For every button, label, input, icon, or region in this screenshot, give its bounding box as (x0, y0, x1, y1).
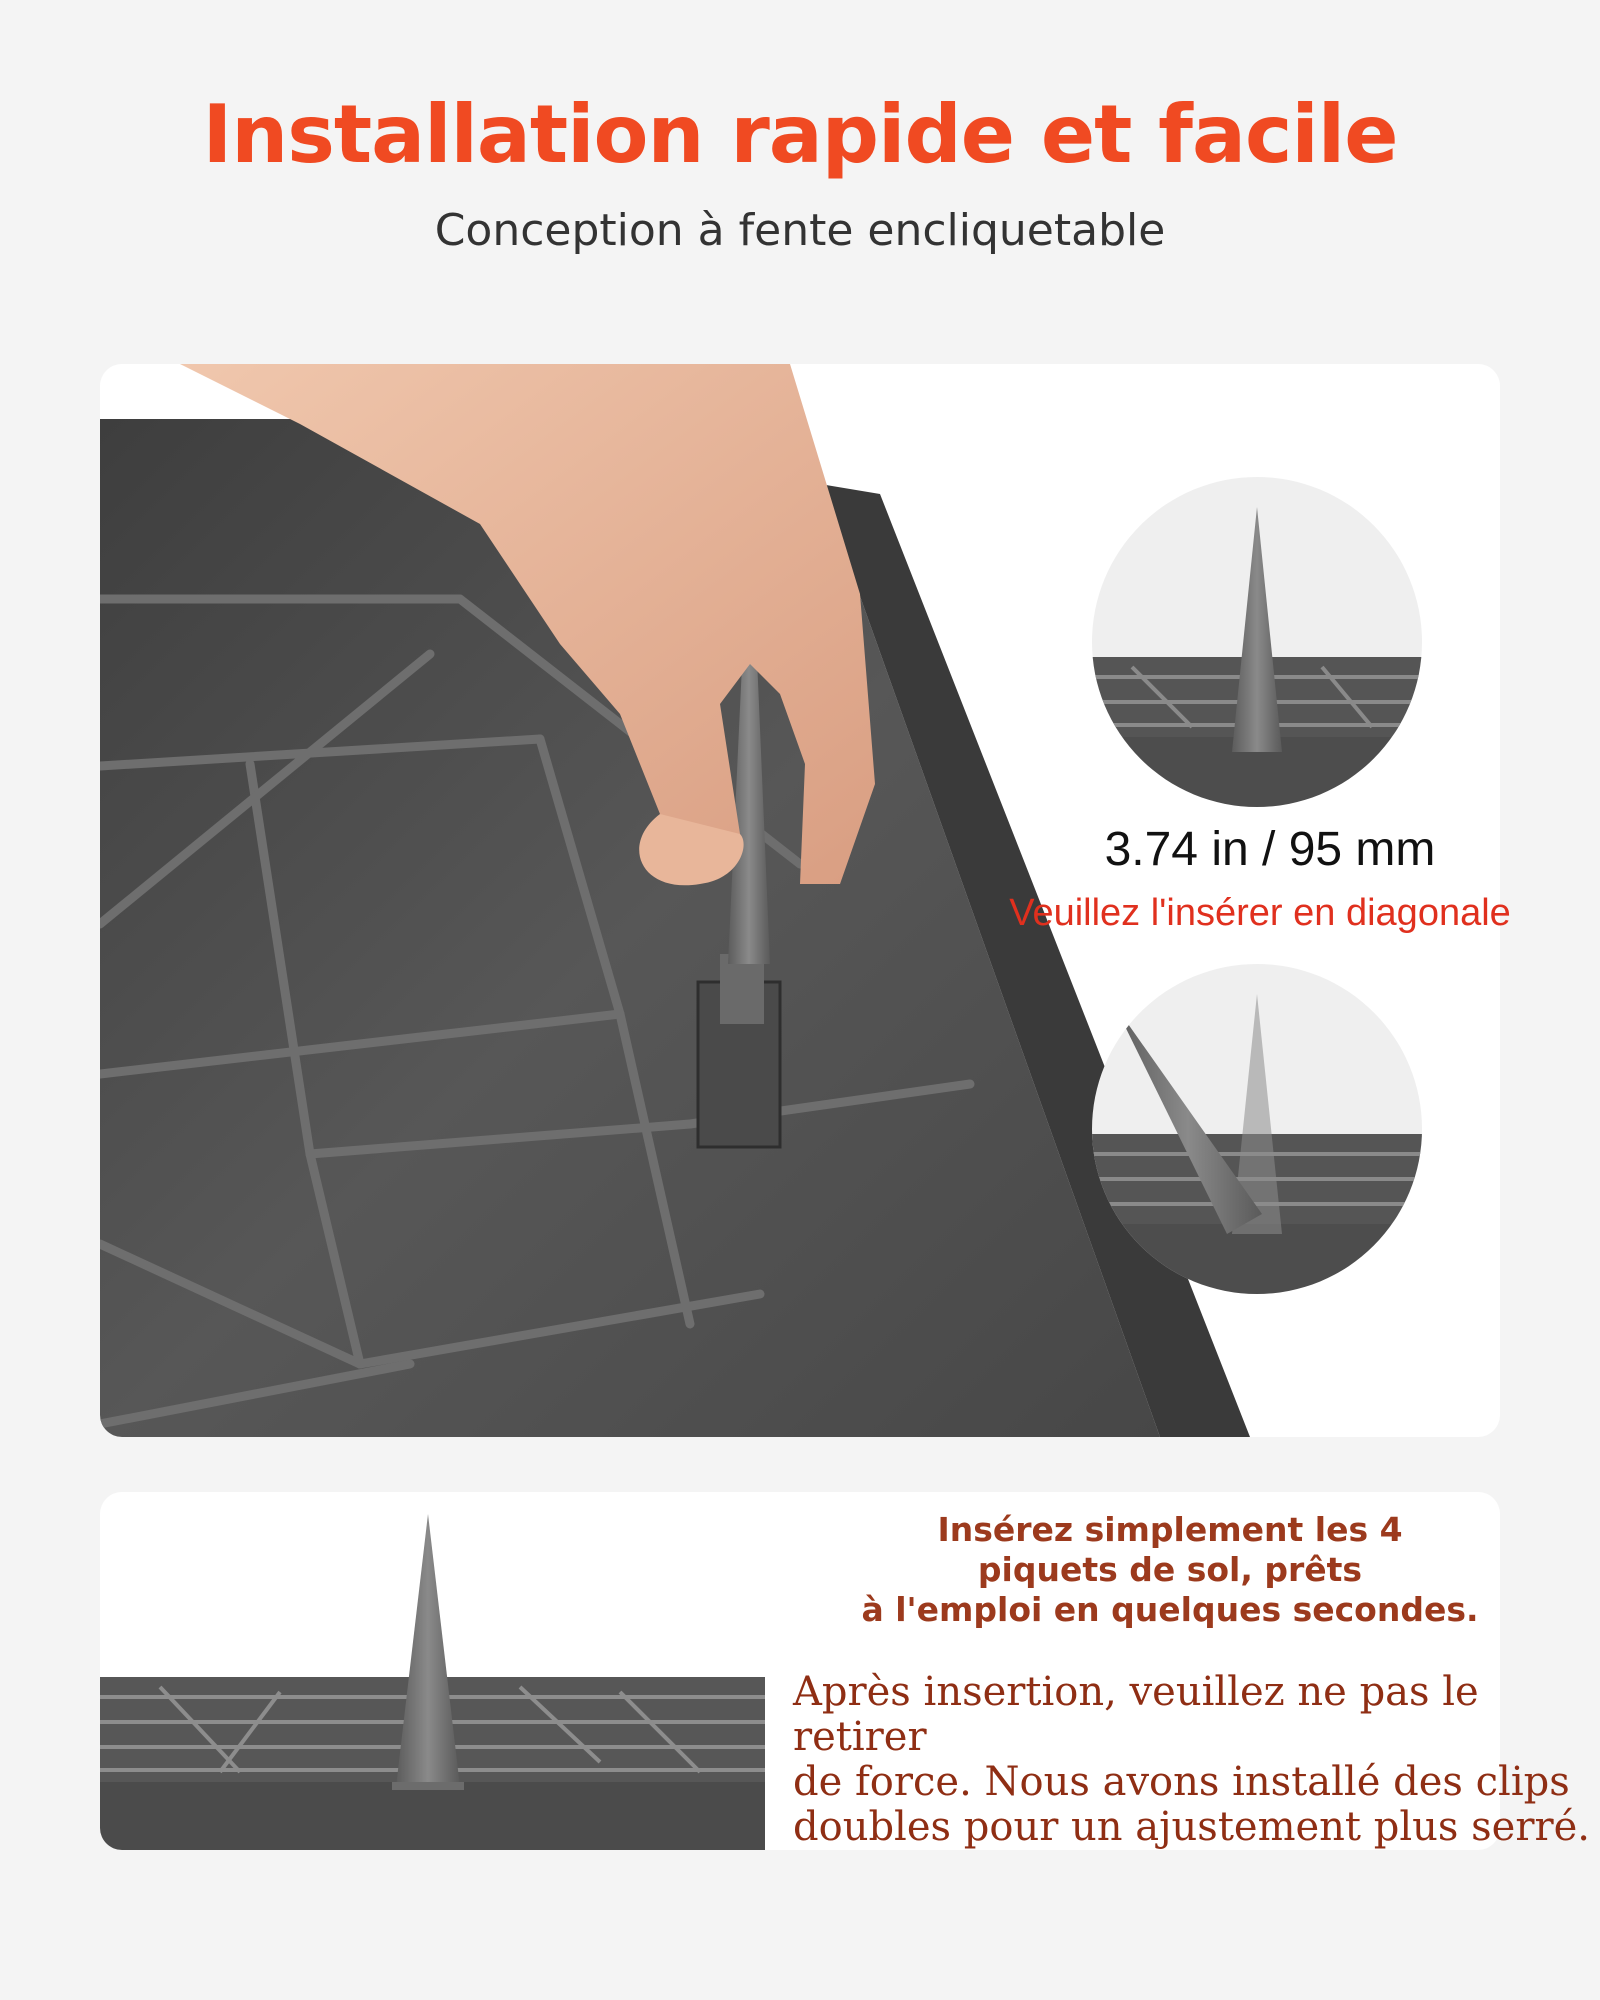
page-subtitle: Conception à fente encliquetable (434, 205, 1166, 256)
summary-heading-line: Insérez simplement les 4 (937, 1510, 1403, 1549)
upright-spike-detail-image (1092, 477, 1422, 807)
spike-length-measurement: 3.74 in / 95 mm (1104, 823, 1436, 876)
warning-line: doubles pour un ajustement plus serré. (793, 1804, 1590, 1850)
warning-line: de force. Nous avons installé des clips (793, 1759, 1570, 1805)
warning-line: Après insertion, veuillez ne pas le retirer (793, 1669, 1479, 1760)
diagonal-insertion-detail-image (1092, 964, 1422, 1294)
summary-heading-line: à l'emploi en quelques secondes. (861, 1590, 1479, 1629)
summary-heading-line: piquets de sol, prêts (977, 1550, 1363, 1589)
installation-summary-heading (790, 1510, 1550, 1630)
page-title: Installation rapide et facile (202, 88, 1398, 181)
installed-spike-image (100, 1492, 765, 1850)
diagonal-insertion-note: Veuillez l'insérer en diagonale (1009, 892, 1511, 934)
removal-warning-text (793, 1670, 1593, 1850)
